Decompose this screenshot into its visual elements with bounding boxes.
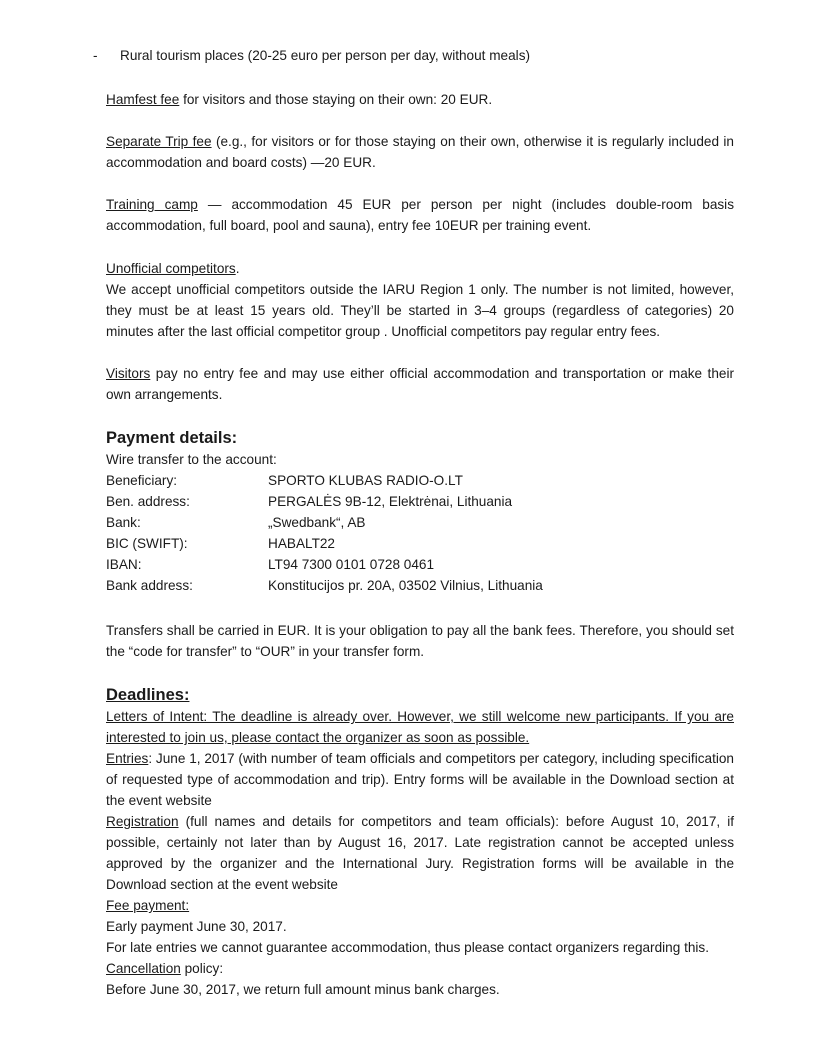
letters-of-intent: Letters of Intent: The deadline is already over. However, we still welcome new participants. If you are interested to join us, please contact the organizer as soon as possible. bbox=[106, 709, 734, 745]
payment-details-table bbox=[106, 470, 734, 596]
payment-details-heading: Payment details: bbox=[106, 429, 238, 447]
entries-text: : June 1, 2017 (with number of team officials and competitors per category, including specification of requested type of accommodation and trip). Entry forms will be available in the Download section at the event website bbox=[106, 751, 734, 808]
payment-row bbox=[106, 512, 734, 533]
payment-intro: Wire transfer to the account: bbox=[106, 452, 277, 467]
unofficial-competitors-dot: . bbox=[235, 261, 240, 276]
payment-row-value: HABALT22 bbox=[268, 536, 335, 551]
transfer-note: Transfers shall be carried in EUR. It is your obligation to pay all the bank fees. Therefore, you should set the “code for transfer” to “OUR” in your transfer form. bbox=[106, 623, 734, 659]
hamfest-fee-paragraph bbox=[106, 89, 734, 110]
payment-row bbox=[106, 533, 734, 554]
payment-details-section bbox=[106, 427, 734, 596]
payment-row bbox=[106, 470, 734, 491]
deadlines-section bbox=[106, 684, 734, 1000]
visitors-label: Visitors bbox=[106, 366, 151, 381]
trip-fee-paragraph bbox=[106, 131, 734, 173]
visitors-paragraph bbox=[106, 363, 734, 405]
registration-text: (full names and details for competitors and team officials): before August 10, 2017, if possible, certainly not later than by August 16, 2017. Late registration cannot be accepted unless approved by the organizer and the International Jury. Registration forms will be available in the Download section at the event website bbox=[106, 814, 734, 892]
visitors-text: pay no entry fee and may use either official accommodation and transportation or make their own arrangements. bbox=[106, 366, 734, 402]
payment-row-label: Beneficiary: bbox=[106, 473, 178, 488]
cancellation-rule: Before June 30, 2017, we return full amount minus bank charges. bbox=[106, 982, 500, 997]
unofficial-competitors-label: Unofficial competitors bbox=[106, 261, 236, 276]
unofficial-competitors-paragraph bbox=[106, 258, 734, 342]
fee-payment-label: Fee payment: bbox=[106, 898, 190, 913]
early-payment: Early payment June 30, 2017. bbox=[106, 919, 287, 934]
payment-row-label: BIC (SWIFT): bbox=[106, 536, 188, 551]
unofficial-competitors-text: We accept unofficial competitors outside the IARU Region 1 only. The number is not limited, however, they must be at least 15 years old. They’ll be started in 3–4 groups (regardless of categories) 20 minutes after the last official competitor group . Unofficial competitors pay regular entry fees. bbox=[106, 282, 734, 339]
hamfest-fee-text: for visitors and those staying on their own: 20 EUR. bbox=[179, 92, 493, 107]
payment-row-value: „Swedbank“, AB bbox=[268, 515, 366, 530]
bullet-dash: - bbox=[93, 48, 98, 63]
transfer-note-paragraph bbox=[106, 620, 734, 662]
payment-row-label: Bank: bbox=[106, 515, 141, 530]
deadlines-heading: Deadlines: bbox=[106, 686, 190, 704]
payment-row-label: Bank address: bbox=[106, 578, 193, 593]
registration-label: Registration bbox=[106, 814, 179, 829]
trip-fee-text: (e.g., for visitors or for those staying on their own, otherwise it is regularly included in accommodation and board costs) —20 EUR. bbox=[106, 134, 734, 170]
bullet-item bbox=[93, 45, 530, 66]
payment-row-label: Ben. address: bbox=[106, 494, 190, 509]
cancellation-policy-text: policy: bbox=[180, 961, 224, 976]
payment-row-label: IBAN: bbox=[106, 557, 142, 572]
hamfest-fee-label: Hamfest fee bbox=[106, 92, 180, 107]
payment-row bbox=[106, 554, 734, 575]
training-camp-text: — accommodation 45 EUR per person per night (includes double-room basis accommodation, full board, pool and sauna), entry fee 10EUR per training event. bbox=[106, 197, 735, 233]
payment-row-value: SPORTO KLUBAS RADIO-O.LT bbox=[268, 473, 463, 488]
payment-row bbox=[106, 491, 734, 512]
payment-row-value: PERGALĖS 9B-12, Elektrėnai, Lithuania bbox=[268, 494, 513, 509]
training-camp-paragraph bbox=[106, 194, 734, 236]
trip-fee-label: Separate Trip fee bbox=[106, 134, 212, 149]
payment-row bbox=[106, 575, 734, 596]
bullet-text: Rural tourism places (20-25 euro per person per day, without meals) bbox=[120, 48, 531, 63]
cancellation-label: Cancellation bbox=[106, 961, 181, 976]
payment-row-value: Konstitucijos pr. 20A, 03502 Vilnius, Lithuania bbox=[268, 578, 543, 593]
late-entries-note: For late entries we cannot guarantee accommodation, thus please contact organizers regarding this. bbox=[106, 940, 709, 955]
training-camp-label: Training camp bbox=[106, 197, 198, 212]
entries-label: Entries bbox=[106, 751, 149, 766]
payment-row-value: LT94 7300 0101 0728 0461 bbox=[268, 557, 435, 572]
